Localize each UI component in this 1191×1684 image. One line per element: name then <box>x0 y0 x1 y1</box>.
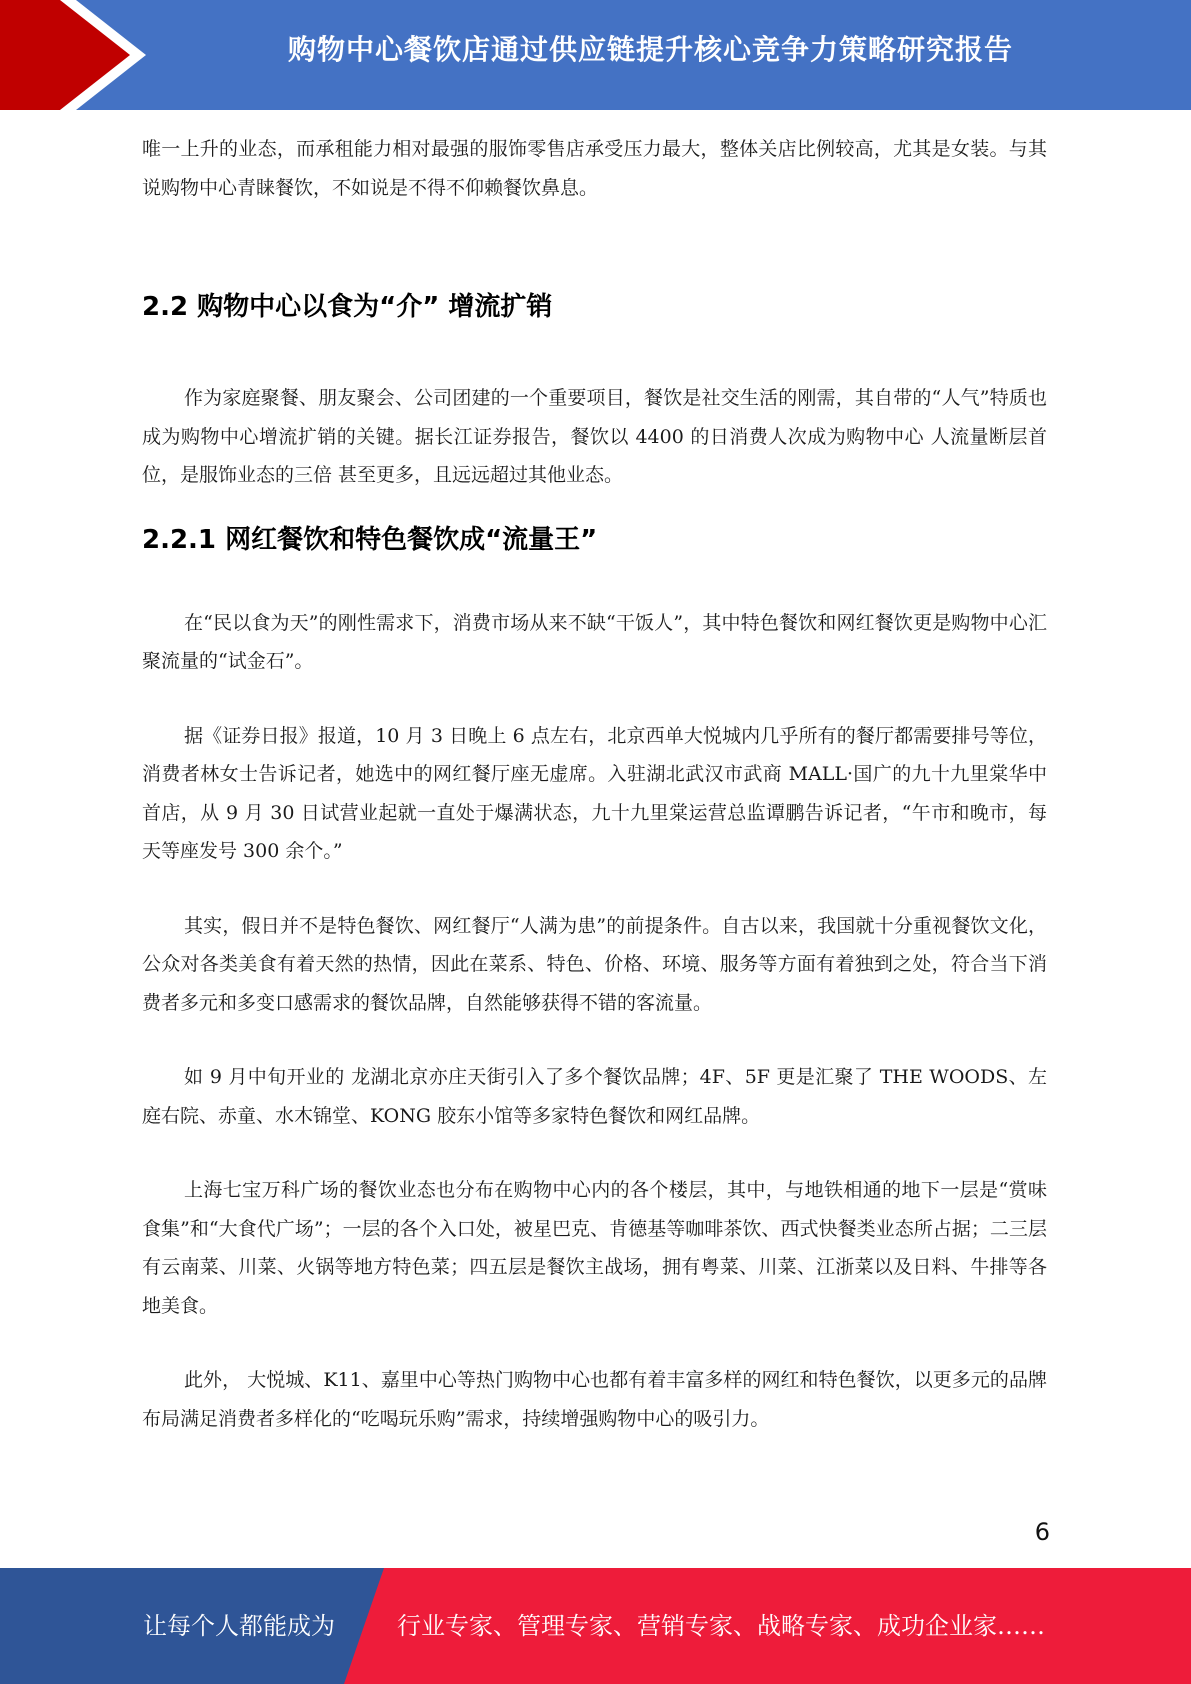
paragraph-other-malls: 此外， 大悦城、K11、嘉里中心等热门购物中心也都有着丰富多样的网红和特色餐饮，以更多元的品牌布局满足消费者多样化的“吃喝玩乐购”需求，持续增强购物中心的吸引力。 <box>142 1369 1047 1430</box>
report-title: 购物中心餐饮店通过供应链提升核心竞争力策略研究报告 <box>287 33 1013 66</box>
main-content <box>142 130 1047 1438</box>
page-header <box>0 0 1191 110</box>
paragraph-shanghai-qibao: 上海七宝万科广场的餐饮业态也分布在购物中心内的各个楼层，其中，与地铁相通的地下一层是“赏味食集”和“大食代广场”；一层的各个入口处，被星巴克、肯德基等咖啡茶饮、西式快餐类业态所占据；二三层有云南菜、川菜、火锅等地方特色菜；四五层是餐饮主战场，拥有粤菜、川菜、江浙菜以及日料、牛排等各地美食。 <box>142 1179 1047 1317</box>
header-arrow-decoration <box>0 0 160 110</box>
paragraph-securities-daily: 据《证券日报》报道，10 月 3 日晚上 6 点左右，北京西单大悦城内几乎所有的餐厅都需要排号等位，消费者林女士告诉记者，她选中的网红餐厅座无虚席。入驻湖北武汉市武商 MALL·国广的九十九里棠华中首店，从 9 月 30 日试营业起就一直处于爆满状态，九十九里棠运营总监谭鹏告诉记者，“午市和晚市，每天等座发号 300 余个。” <box>142 724 1047 862</box>
paragraph-social-dining: 作为家庭聚餐、朋友聚会、公司团建的一个重要项目，餐饮是社交生活的刚需，其自带的“人气”特质也成为购物中心增流扩销的关键。据长江证券报告，餐饮以 4400 的日消费人次成为购物中心 人流量断层首位，是服饰业态的三倍 甚至更多，且远远超过其他业态。 <box>142 387 1047 486</box>
paragraph-rigid-demand: 在“民以食为天”的刚性需求下，消费市场从来不缺“干饭人”，其中特色餐饮和网红餐饮更是购物中心汇聚流量的“试金石”。 <box>142 611 1047 672</box>
footer-slogan-left: 让每个人都能成为 <box>143 1612 335 1640</box>
paragraph-holiday-not-required: 其实，假日并不是特色餐饮、网红餐厅“人满为患”的前提条件。自古以来，我国就十分重视餐饮文化，公众对各类美食有着天然的热情，因此在菜系、特色、价格、环境、服务等方面有着独到之处，符合当下消费者多元和多变口感需求的餐饮品牌，自然能够获得不错的客流量。 <box>142 914 1047 1014</box>
page-footer <box>0 1568 1191 1684</box>
paragraph-longhu-tianjie: 如 9 月中旬开业的 龙湖北京亦庄天街引入了多个餐饮品牌；4F、5F 更是汇聚了 THE WOODS、左庭右院、赤童、水木锦堂、KONG 胶东小馆等多家特色餐饮和网红品牌。 <box>142 1066 1047 1127</box>
section-heading-2-2-1: 2.2.1 网红餐饮和特色餐饮成“流量王” <box>142 524 598 555</box>
page-number: 6 <box>1034 1518 1050 1546</box>
footer-slogan-right: 行业专家、管理专家、营销专家、战略专家、成功企业家…… <box>397 1612 1045 1640</box>
paragraph-continuation: 唯一上升的业态，而承租能力相对最强的服饰零售店承受压力最大，整体关店比例较高，尤其是女装。与其说购物中心青睐餐饮，不如说是不得不仰赖餐饮鼻息。 <box>142 138 1047 199</box>
section-heading-2-2: 2.2 购物中心以食为“介” 增流扩销 <box>142 292 553 322</box>
